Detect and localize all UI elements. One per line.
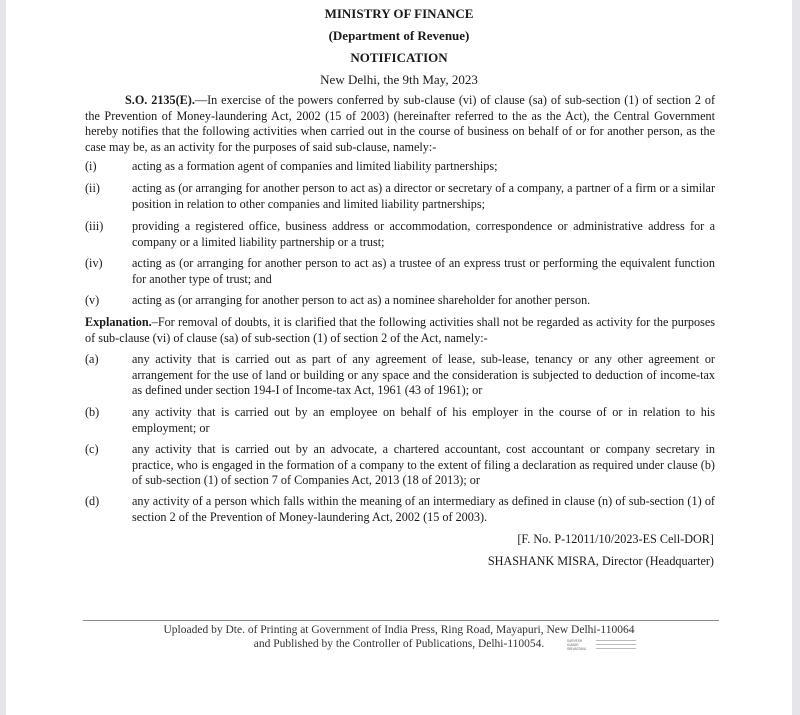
preamble-paragraph — [85, 93, 715, 155]
digital-signature-details — [596, 639, 636, 651]
explanation-text: –For removal of doubts, it is clarified that the following activities shall not be regarded as activity for the purposes of sub-clause (vi) of clause (sa) of sub-section (1) of section 2 of the Act, namely:- — [85, 315, 715, 345]
document-page — [6, 0, 792, 715]
department-heading: (Department of Revenue) — [328, 28, 470, 43]
activity-label: (i) — [85, 159, 97, 173]
activity-label: (iii) — [85, 219, 104, 233]
activity-text: acting as (or arranging for another person to act as) a director or secretary of a company, a partner of a firm or a similar position in relation to other companies and limited liability partnerships; — [132, 181, 715, 211]
explanation-heading: Explanation. — [85, 315, 152, 329]
activity-text: acting as a formation agent of companies and limited liability partnerships; — [132, 159, 498, 173]
place-date: New Delhi, the 9th May, 2023 — [320, 72, 478, 87]
activity-item — [85, 256, 715, 287]
footer-divider — [83, 620, 719, 621]
signatory: SHASHANK MISRA, Director (Headquarter) — [487, 554, 714, 568]
exception-text: any activity that is carried out by an employee on behalf of his employer in the course of or in relation to his employment; or — [132, 405, 715, 435]
exception-item — [85, 405, 715, 436]
activity-label: (ii) — [85, 181, 100, 195]
footer-line-1: Uploaded by Dte. of Printing at Government of India Press, Ring Road, Mayapuri, New Delhi-110064 — [163, 624, 635, 636]
ministry-heading: MINISTRY OF FINANCE — [324, 6, 474, 21]
footer-line-2 — [6, 638, 792, 650]
exception-text: any activity that is carried out as part of any agreement of lease, sub-lease, tenancy or any other agreement or arrangement for the use of land or building or any space and the consideration is subjected to deduction of income-tax as defined under section 194-I of Income-tax Act, 1961 (43 of 1961); or — [132, 352, 715, 398]
exception-item — [85, 494, 715, 525]
activity-item — [85, 159, 715, 175]
exception-text: any activity that is carried out by an advocate, a chartered accountant, cost accountant or company secretary in practice, who is engaged in the formation of a company to the extent of filing a declaration as required under clause (b) of sub-section (1) of section 7 of Companies Act, 2013 (18 of 2013); or — [132, 442, 715, 488]
activity-item — [85, 219, 715, 250]
file-number: [F. No. P-12011/10/2023-ES Cell-DOR] — [517, 532, 714, 546]
activity-item — [85, 293, 715, 309]
activity-label: (v) — [85, 293, 100, 307]
exception-label: (a) — [85, 352, 99, 366]
exception-label: (b) — [85, 405, 100, 419]
exception-item — [85, 442, 715, 489]
footer-line-2-text: and Published by the Controller of Publications, Delhi-110054. — [253, 638, 545, 650]
activity-text: acting as (or arranging for another person to act as) a trustee of an express trust or performing the equivalent function for another type of trust; and — [132, 256, 715, 286]
exception-text: any activity of a person which falls within the meaning of an intermediary as defined in clause (n) of sub-section (1) of section 2 of the Prevention of Money-laundering Act, 2002 (15 of 2003). — [132, 494, 715, 524]
activity-label: (iv) — [85, 256, 103, 270]
exception-label: (d) — [85, 494, 100, 508]
activity-item — [85, 181, 715, 212]
digital-signature-stamp: SARVESH KUMAR SRIVASTAVA — [567, 639, 587, 651]
activity-text: acting as (or arranging for another person to act as) a nominee shareholder for another person. — [132, 293, 591, 307]
preamble-text: —In exercise of the powers conferred by sub-clause (vi) of clause (sa) of sub-section (1) of section 2 of the Prevention of Money-laundering Act, 2002 (15 of 2003) (hereinafter referred to the as the Act), the Central Government hereby notifies that the following activities when carried out in the course of business on behalf of or for another person, as the case may be, as an activity for the purposes of said sub-clause, namely:- — [85, 93, 715, 154]
exception-label: (c) — [85, 442, 99, 456]
notification-title: NOTIFICATION — [350, 50, 448, 65]
exception-item — [85, 352, 715, 399]
explanation-paragraph — [85, 315, 715, 346]
so-reference: S.O. 2135(E). — [125, 93, 195, 107]
activity-text: providing a registered office, business address or accommodation, correspondence or administrative address for a company or a limited liability partnership or a trust; — [132, 219, 715, 249]
